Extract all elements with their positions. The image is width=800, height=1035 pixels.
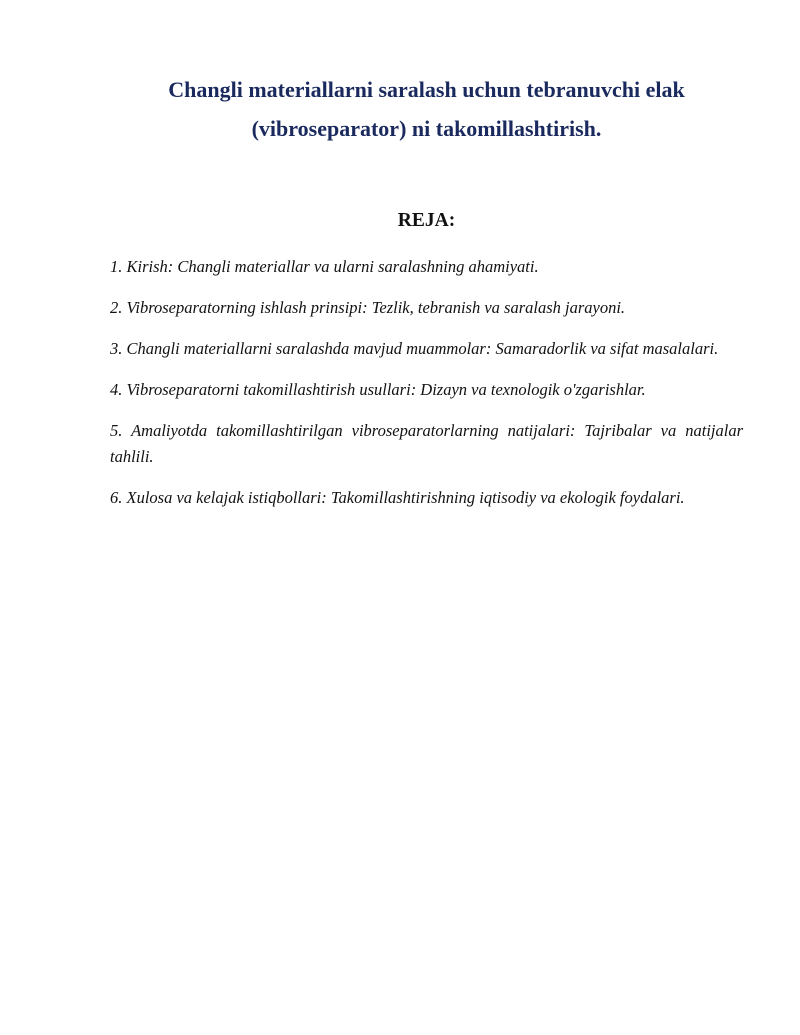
plan-item-6: 6. Xulosa va kelajak istiqbollari: Takomillashtirishning iqtisodiy va ekologik foydalari. — [110, 488, 685, 507]
plan-list — [110, 254, 743, 526]
plan-item-5: 5. Amaliyotda takomillashtirilgan vibroseparatorlarning natijalari: Tajribalar va natijalar tahlili. — [110, 421, 743, 466]
title-line-2: (vibroseparator) ni takomillashtirish. — [251, 116, 602, 141]
plan-item-2: 2. Vibroseparatorning ishlash prinsipi: Tezlik, tebranish va saralash jarayoni. — [110, 298, 626, 317]
plan-item-3: 3. Changli materiallarni saralashda mavjud muammolar: Samaradorlik va sifat masalalari. — [110, 339, 719, 358]
title-line-1: Changli materiallarni saralash uchun tebranuvchi elak — [168, 77, 685, 102]
document-title — [110, 70, 743, 148]
plan-item-4: 4. Vibroseparatorni takomillashtirish usullari: Dizayn va texnologik o'zgarishlar. — [110, 380, 646, 399]
plan-item-1: 1. Kirish: Changli materiallar va ularni saralashning ahamiyati. — [110, 257, 539, 276]
plan-heading: REJA: — [397, 210, 456, 231]
